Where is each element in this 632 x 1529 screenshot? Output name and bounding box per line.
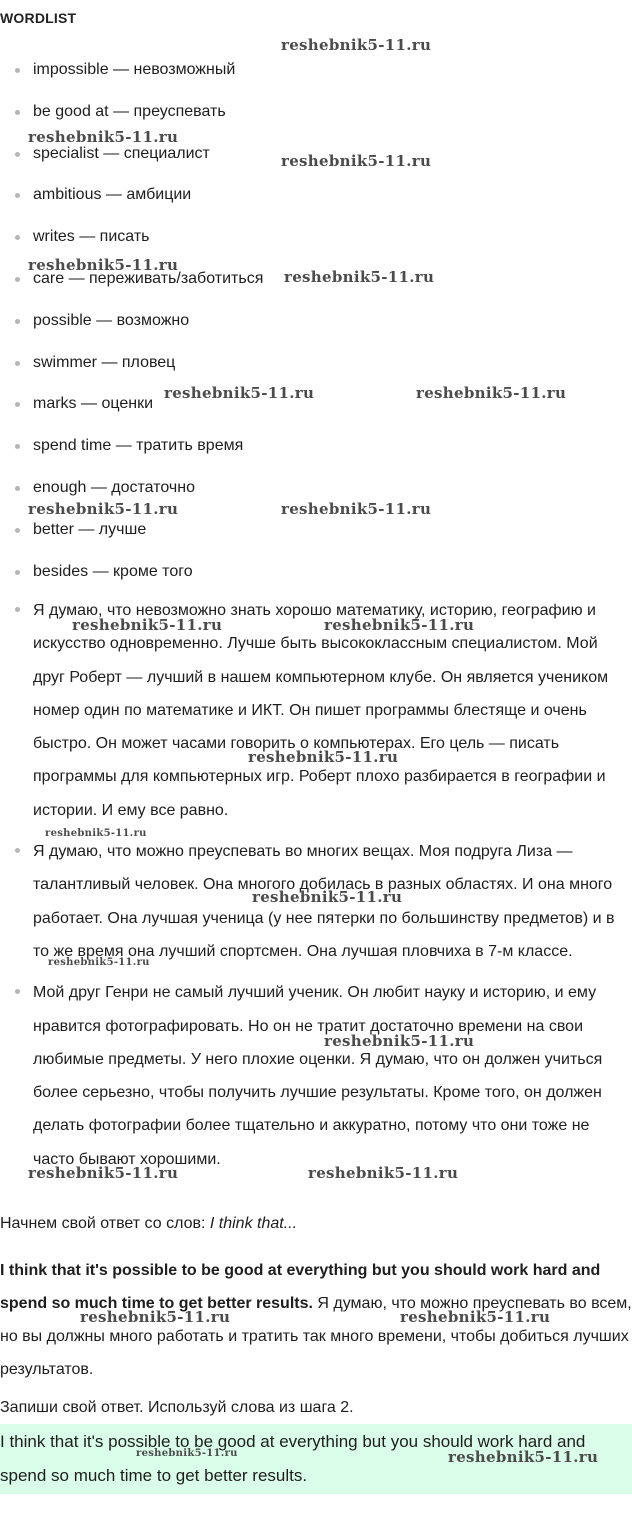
watermark: reshebnik5-11.ru [416,384,567,402]
watermark: reshebnik5-11.ru [448,1448,599,1466]
watermark: reshebnik5-11.ru [281,36,432,54]
watermark: reshebnik5-11.ru [28,500,179,518]
watermark: reshebnik5-11.ru [308,1164,459,1182]
watermark: reshebnik5-11.ru [400,1308,551,1326]
final-answer-box: I think that it's possible to be good at everything but you should work hard and spend so much time to get better results. [0,1424,632,1494]
watermark: reshebnik5-11.ru [72,616,223,634]
list-item: ambitious — амбиции [0,183,632,225]
list-item: possible — возможно [0,309,632,351]
watermark: reshebnik5-11.ru [284,268,435,286]
start-prompt-phrase: I think that... [209,1215,298,1232]
watermark: reshebnik5-11.ru [28,1164,179,1182]
write-prompt: Запиши свой ответ. Используй слова из шага 2. [0,1399,354,1416]
list-item: care — переживать/заботиться [0,267,632,309]
list-item: be good at — преуспевать [0,100,632,142]
watermark: reshebnik5-11.ru [48,957,150,968]
paragraph-item: Я думаю, что можно преуспевать во многих вещах. Моя подруга Лиза — талантливый человек. Она многого добилась в разных областях. И она много работает. Она лучшая ученица (у нее пятерки по большинству предметов) и в то же время она лучший спортсмен. Она лучшая пловчиха в 7-м классе. [0,835,632,968]
watermark: reshebnik5-11.ru [136,1448,238,1459]
start-prompt: Начнем свой ответ со слов: I think that... [0,1215,298,1232]
list-item: swimmer — пловец [0,351,632,393]
watermark: reshebnik5-11.ru [324,616,475,634]
list-item: spend time — тратить время [0,434,632,476]
list-item: besides — кроме того [0,560,632,602]
list-item: writes — писать [0,225,632,267]
watermark: reshebnik5-11.ru [248,748,399,766]
list-item: impossible — невозможный [0,58,632,100]
watermark: reshebnik5-11.ru [281,500,432,518]
list-item: marks — оценки [0,392,632,434]
watermark: reshebnik5-11.ru [252,888,403,906]
watermark: reshebnik5-11.ru [45,828,147,839]
list-item: specialist — специалист [0,142,632,184]
watermark: reshebnik5-11.ru [28,128,179,146]
sample-answer-translation: Я думаю, что можно преуспевать во всем, но вы должны много работать и тратить так много времени, чтобы добиться лучших результатов. [0,1295,632,1378]
watermark: reshebnik5-11.ru [324,1032,475,1050]
watermark: reshebnik5-11.ru [164,384,315,402]
page-title: WORDLIST [0,10,77,26]
paragraph-item: Мой друг Генри не самый лучший ученик. Он любит науку и историю, и ему нравится фотографировать. Но он не тратит достаточно времени на свои любимые предметы. У него плохие оценки. Я думаю, что он должен учиться более серьезно, чтобы получить лучшие результаты. Кроме того, он должен делать фотографии более тщательно и аккуратно, потому что они тоже не часто бывают хорошими. [0,976,632,1176]
watermark: reshebnik5-11.ru [80,1308,231,1326]
watermark: reshebnik5-11.ru [281,152,432,170]
list-item: enough — достаточно [0,476,632,518]
paragraph-item: Я думаю, что невозможно знать хорошо математику, историю, географию и искусство одновременно. Лучше быть высококлассным специалистом. Мой друг Роберт — лучший в нашем компьютерном клубе. Он является учеником номер один по математике и ИКТ. Он пишет программы блестяще и очень быстро. Он может часами говорить о компьютерах. Его цель — писать программы для компьютерных игр. Роберт плохо разбирается в географии и истории. И ему все равно. [0,594,632,827]
sample-answer-english: I think that it's possible to be good at everything but you should work hard and spend so much time to get better results. [0,1262,601,1312]
watermark: reshebnik5-11.ru [28,256,179,274]
list-item: better — лучше [0,518,632,560]
